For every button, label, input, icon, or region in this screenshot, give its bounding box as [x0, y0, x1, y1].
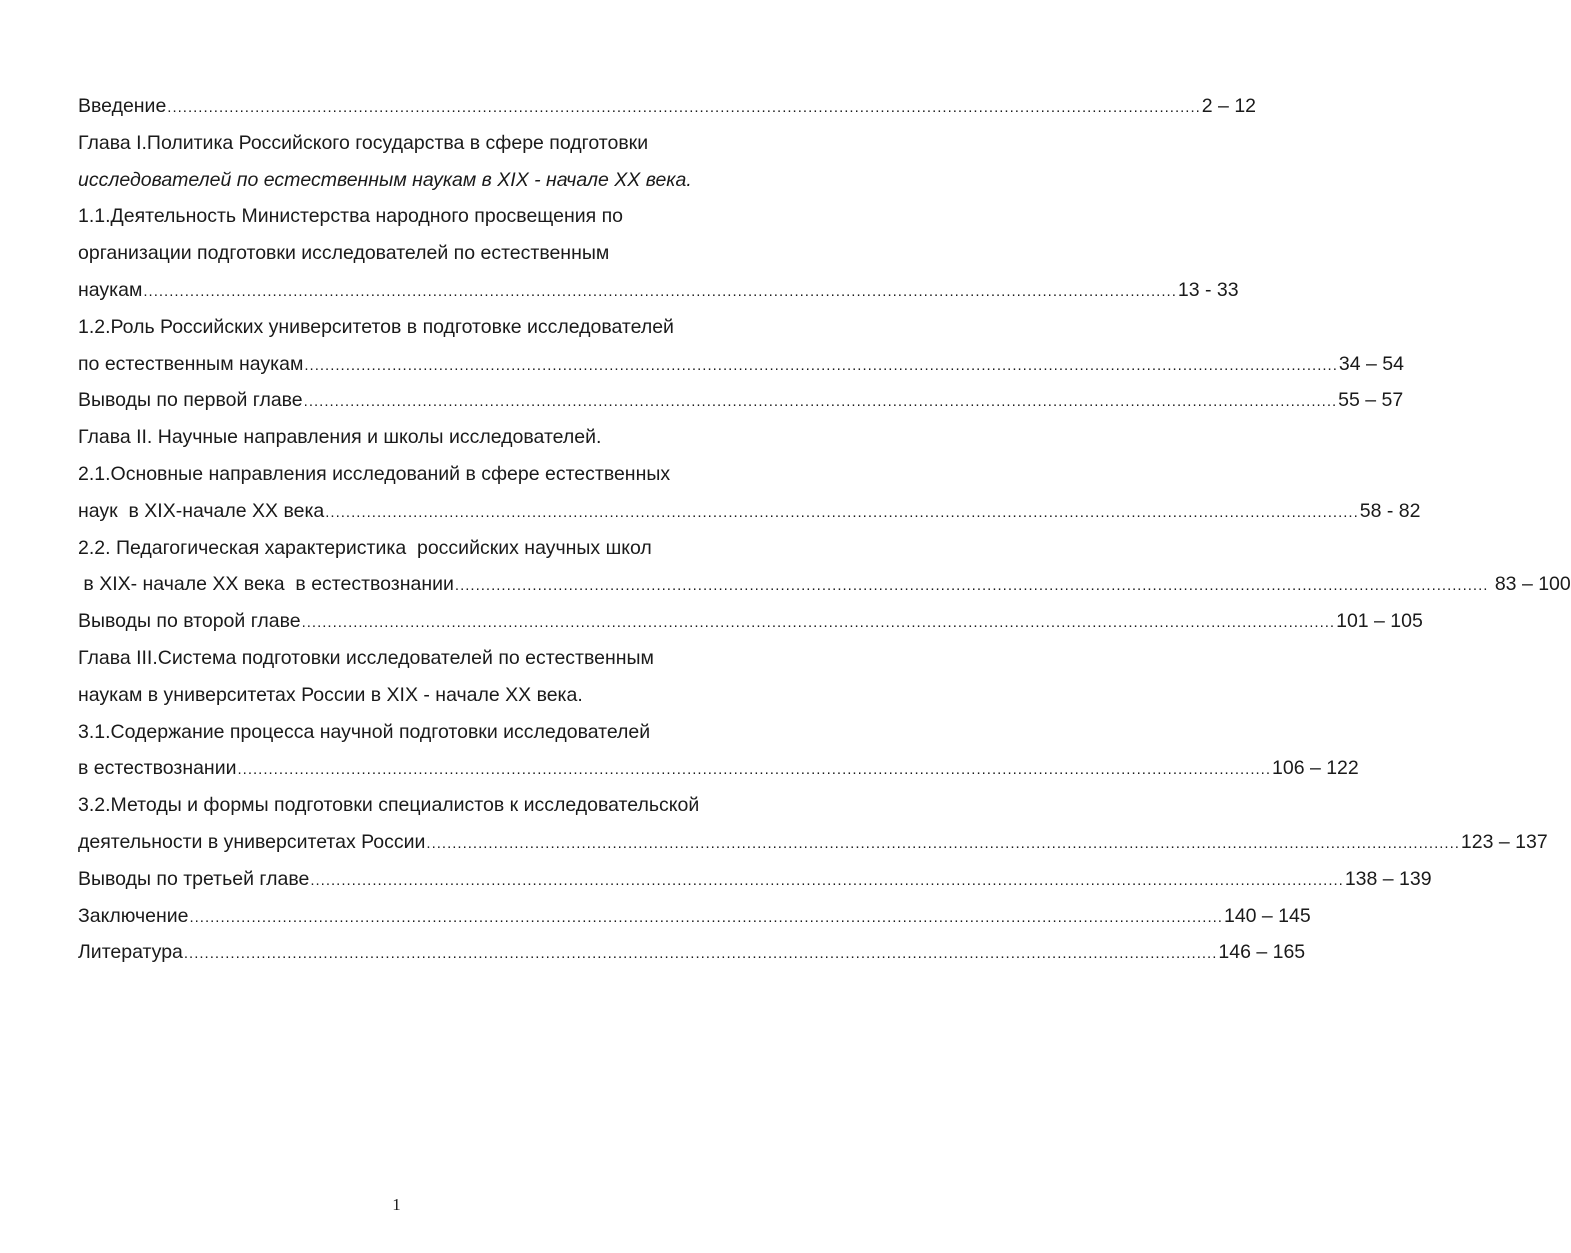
toc-entry-pages: 138 – 139: [1344, 867, 1432, 890]
dot-leader: ........................................................................................................................................................................................................: [167, 99, 1201, 116]
toc-line: [78, 861, 1432, 898]
toc-line: [78, 898, 1311, 935]
toc-line: [78, 162, 748, 199]
dot-leader: ........................................................................................................................................................................................................: [426, 834, 1460, 852]
toc-line: [78, 640, 748, 677]
toc-line: [78, 235, 748, 272]
toc-entry-text: Введение: [78, 95, 167, 117]
toc-line: [78, 934, 1306, 971]
toc-entry-pages: 101 – 105: [1336, 610, 1423, 633]
dot-leader: ........................................................................................................................................................................................................: [325, 503, 1359, 521]
section-title: 1.1.Деятельность Министерства народного просвещения по: [78, 205, 624, 228]
section-title: 3.1.Содержание процесса научной подготовки исследователей: [78, 720, 651, 743]
section-title: 2.1.Основные направления исследований в сфере естественных: [78, 462, 671, 485]
toc-line: [78, 493, 1421, 530]
toc-entry-text: в естествознании: [78, 757, 237, 780]
toc-line: [78, 382, 1404, 419]
toc-line: [78, 677, 748, 714]
toc-line: [78, 88, 1257, 125]
toc-entry-text: Литература: [78, 941, 183, 964]
chapter-title: Глава II. Научные направления и школы исследователей.: [78, 426, 602, 449]
dot-leader: ........................................................................................................................................................................................................: [454, 577, 1489, 595]
toc-line: [78, 198, 748, 235]
toc-entry-pages: 34 – 54: [1338, 352, 1404, 375]
toc-line: [78, 824, 1548, 861]
toc-entry-text: в XIX- начале XX века в естествознании: [78, 573, 454, 596]
toc-entry-pages: 58 - 82: [1359, 499, 1421, 522]
toc-line: [78, 566, 1571, 603]
dot-leader: ........................................................................................................................................................................................................: [183, 945, 1218, 963]
toc-line: [78, 272, 1239, 309]
section-title: 3.2.Методы и формы подготовки специалистов к исследовательской: [78, 794, 700, 817]
table-of-contents: [78, 88, 1571, 971]
dot-leader: ........................................................................................................................................................................................................: [303, 393, 1338, 411]
toc-entry-pages: 2 – 12: [1201, 95, 1257, 117]
chapter-title: Глава III.Система подготовки исследователей по естественным: [78, 646, 654, 669]
dot-leader: ........................................................................................................................................................................................................: [237, 761, 1271, 779]
toc-entry-pages: 83 – 100: [1489, 573, 1571, 596]
toc-line: [78, 309, 748, 346]
toc-entry-pages: 55 – 57: [1338, 389, 1404, 412]
toc-entry-text: деятельности в университетах России: [78, 830, 426, 853]
toc-line: [78, 125, 748, 162]
toc-line: [78, 603, 1423, 640]
toc-line: [78, 456, 748, 493]
dot-leader: ........................................................................................................................................................................................................: [301, 614, 1336, 632]
toc-entry-text: Заключение: [78, 904, 189, 927]
toc-entry-text: по естественным наукам: [78, 352, 304, 375]
dot-leader: ........................................................................................................................................................................................................: [304, 356, 1338, 374]
chapter-title: исследователей по естественным наукам в XIX - начале XX века.: [78, 168, 692, 191]
dot-leader: ........................................................................................................................................................................................................: [310, 871, 1344, 889]
toc-entry-text: Выводы по третьей главе: [78, 867, 310, 890]
chapter-title: Глава I.Политика Российского государства в сфере подготовки: [78, 131, 649, 154]
page-number: 1: [392, 1195, 401, 1214]
dot-leader: ........................................................................................................................................................................................................: [189, 908, 1223, 926]
toc-entry-pages: 13 - 33: [1177, 278, 1239, 301]
toc-entry-text: Выводы по второй главе: [78, 610, 301, 633]
toc-line: [78, 714, 748, 751]
toc-entry-pages: 106 – 122: [1272, 757, 1359, 780]
toc-entry-pages: 123 – 137: [1460, 830, 1548, 853]
toc-line: [78, 750, 1359, 787]
section-title: 2.2. Педагогическая характеристика российских научных школ: [78, 536, 652, 559]
toc-line: [78, 530, 748, 567]
toc-entry-text: наукам: [78, 278, 143, 301]
dot-leader: ........................................................................................................................................................................................................: [143, 282, 1177, 300]
toc-entry-text: наук в XIX-начале XX века: [78, 499, 325, 522]
toc-line: [78, 346, 1404, 383]
section-title: организации подготовки исследователей по естественным: [78, 242, 610, 265]
toc-entry-pages: 146 – 165: [1218, 941, 1306, 964]
toc-line: [78, 787, 748, 824]
chapter-title: наукам в университетах России в XIX - начале XX века.: [78, 683, 583, 706]
section-title: 1.2.Роль Российских университетов в подготовке исследователей: [78, 315, 674, 338]
toc-line: [78, 419, 748, 456]
toc-entry-text: Выводы по первой главе: [78, 389, 303, 412]
toc-entry-pages: 140 – 145: [1223, 904, 1311, 927]
